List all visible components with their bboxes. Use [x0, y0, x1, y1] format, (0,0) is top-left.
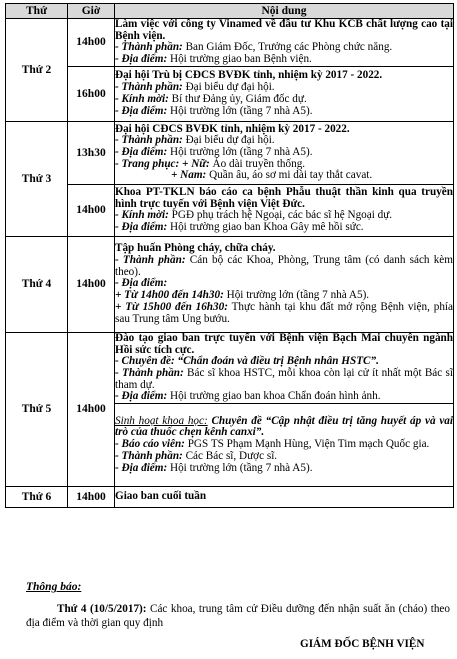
detail-label: - Địa điểm: [115, 145, 168, 158]
detail-text: Hội trường lớn (tầng 7 nhà A5). [167, 461, 313, 474]
detail-label: - Địa điểm: [115, 390, 168, 403]
schedule-table [5, 3, 454, 508]
event-detail-line [115, 106, 453, 118]
table-row [6, 487, 454, 508]
detail-text: Hội trường lớn (tầng 7 nhà A5). [223, 289, 370, 302]
detail-text: Hội trường lớn (tầng 7 nhà A5). [167, 104, 313, 117]
notice-day: Thứ 4 (10/5/2017): [57, 603, 147, 615]
notice-title: Thông báo: [26, 581, 82, 593]
event-detail-line [115, 170, 453, 182]
detail-text: Cán bộ các Khoa, Phòng, Trung tâm (có danh sách kèm theo). [115, 254, 453, 278]
table-row [6, 184, 454, 236]
day-cell: Thứ 4 [6, 236, 68, 332]
time-cell: 14h00 [68, 236, 115, 332]
content-cell [115, 121, 454, 184]
event-title: Đại hội CĐCS BVĐK tỉnh, nhiệm kỳ 2017 - 2022. [115, 122, 350, 135]
event-title: Khoa PT-TKLN báo cáo ca bệnh Phẫu thuật thần kinh qua truyền hình trực tuyến với Bệnh viện Việt Đức. [115, 185, 453, 210]
detail-text: Đại biểu dự đại hội. [182, 81, 275, 94]
time-cell: 14h00 [68, 332, 115, 486]
header-time: Giờ [68, 4, 115, 19]
detail-text: Bác sĩ khoa HSTC, mỗi khoa còn lại cử ít nhất một Bác sĩ tham dự. [115, 366, 453, 391]
time-cell: 13h30 [68, 121, 115, 184]
detail-text: “Chẩn đoán và điều trị Bệnh nhân HSTC”. [174, 355, 379, 368]
event-detail-line [115, 302, 453, 325]
detail-label: - Địa điểm: [115, 221, 168, 234]
detail-text: Các Bác sĩ, Dược sĩ. [182, 449, 278, 462]
detail-label: - Kính mời: [115, 92, 169, 105]
detail-label: - Thành phần: [115, 41, 183, 54]
detail-label: - Địa điểm: [115, 461, 168, 474]
day-cell: Thứ 5 [6, 332, 68, 486]
detail-label: - Thành phần: [115, 449, 183, 462]
content-cell [115, 332, 454, 403]
day-cell: Thứ 3 [6, 121, 68, 236]
detail-label: - Báo cáo viên: [115, 438, 185, 451]
detail-text: Ban Giám Đốc, Trưởng các Phòng chức năng. [182, 41, 393, 54]
time-cell: 16h00 [68, 66, 115, 121]
table-row [6, 121, 454, 184]
detail-label: Sinh hoạt khoa học: [115, 414, 208, 427]
detail-text: Đại biểu dự đại hội. [182, 134, 275, 147]
detail-text: Hội trường giao ban khoa Chẩn đoán hình ảnh. [167, 390, 381, 403]
detail-label: + Nam: [171, 169, 207, 182]
day-cell: Thứ 2 [6, 19, 68, 122]
time-cell: 14h00 [68, 19, 115, 67]
event-title: Tập huấn Phòng cháy, chữa cháy. [115, 242, 276, 255]
event-detail-line [115, 255, 453, 278]
detail-label: - Địa điểm: [115, 104, 168, 117]
detail-label: - Chuyên đề: [115, 355, 175, 368]
signature: GIÁM ĐỐC BỆNH VIỆN [300, 638, 425, 650]
header-content: Nội dung [115, 4, 454, 19]
event-detail-line [115, 222, 453, 234]
content-cell [115, 487, 454, 508]
content-cell [115, 184, 454, 236]
event-detail-line [115, 54, 453, 66]
detail-label: - Thành phần: [115, 366, 184, 379]
notice-body: Các khoa, trung tâm cử Điều dưỡng đến nhận suất ăn (cháo) theo địa điểm và thời gian quy định [26, 603, 450, 629]
detail-text: Hội trường giao ban Bệnh viện. [167, 53, 312, 66]
detail-text: Áo dài truyền thống. [209, 157, 306, 170]
detail-label: - Kính mời: [115, 209, 169, 222]
table-header-row [6, 4, 454, 19]
detail-label: - Thành phần: [115, 81, 183, 94]
notice-text [26, 602, 450, 630]
table-row [6, 66, 454, 121]
detail-text: PGĐ phụ trách hệ Ngoại, các bác sĩ hệ Ngoại dự. [168, 209, 393, 222]
detail-label: - Địa điểm: [115, 277, 168, 290]
event-detail-line [115, 368, 453, 391]
header-day: Thứ [6, 4, 68, 19]
detail-label: + Từ 14h00 đến 14h30: [115, 289, 224, 302]
event-title: Đại hội Trù bị CĐCS BVĐK tỉnh, nhiệm kỳ 2017 - 2022. [115, 69, 383, 82]
event-detail-line [115, 416, 453, 439]
detail-text: Hội trường lớn (tầng 7 nhà A5). [167, 145, 313, 158]
content-cell [115, 236, 454, 332]
detail-text: Thực hành tại khu đất mở rộng Bệnh viện, phía sau Trung tâm Ung bướu. [115, 300, 453, 325]
content-cell [115, 66, 454, 121]
event-title: Làm việc với công ty Vinamed về đầu tư Khu KCB chất lượng cao tại Bệnh viện. [115, 18, 453, 42]
detail-text: Bí thư Đảng ủy, Giám đốc dự. [168, 92, 307, 105]
table-row [6, 236, 454, 332]
schedule-body [6, 19, 454, 508]
detail-label: - Thành phần: [115, 254, 186, 267]
event-title: Giao ban cuối tuần [115, 490, 207, 503]
event-title: Đào tạo giao ban trực tuyến với Bệnh viện Bạch Mai chuyên ngành Hồi sức tích cực. [115, 331, 453, 356]
detail-label: - Trang phục: + Nữ: [115, 157, 210, 170]
table-row [6, 332, 454, 403]
detail-text: Quần âu, áo sơ mi dài tay thắt cavat. [206, 169, 373, 182]
detail-label: + Từ 15h00 đến 16h30: [115, 300, 228, 313]
time-cell: 14h00 [68, 184, 115, 236]
table-row [6, 19, 454, 67]
event-detail-line [115, 463, 453, 475]
detail-text: Hội trường giao ban Khoa Gây mê hồi sức. [167, 221, 364, 234]
detail-text: PGS TS Phạm Mạnh Hùng, Viện Tim mạch Quốc gia. [184, 438, 430, 451]
event-detail-line [115, 391, 453, 403]
detail-text: Chuyên đề “Cập nhật điều trị tăng huyết áp và vai trò của thuốc chẹn kênh canxi”. [115, 414, 453, 439]
day-cell: Thứ 6 [6, 487, 68, 508]
content-cell [115, 404, 454, 487]
detail-label: - Địa điểm: [115, 53, 168, 66]
detail-label: - Thành phần: [115, 134, 183, 147]
content-cell [115, 19, 454, 67]
time-cell: 14h00 [68, 487, 115, 508]
